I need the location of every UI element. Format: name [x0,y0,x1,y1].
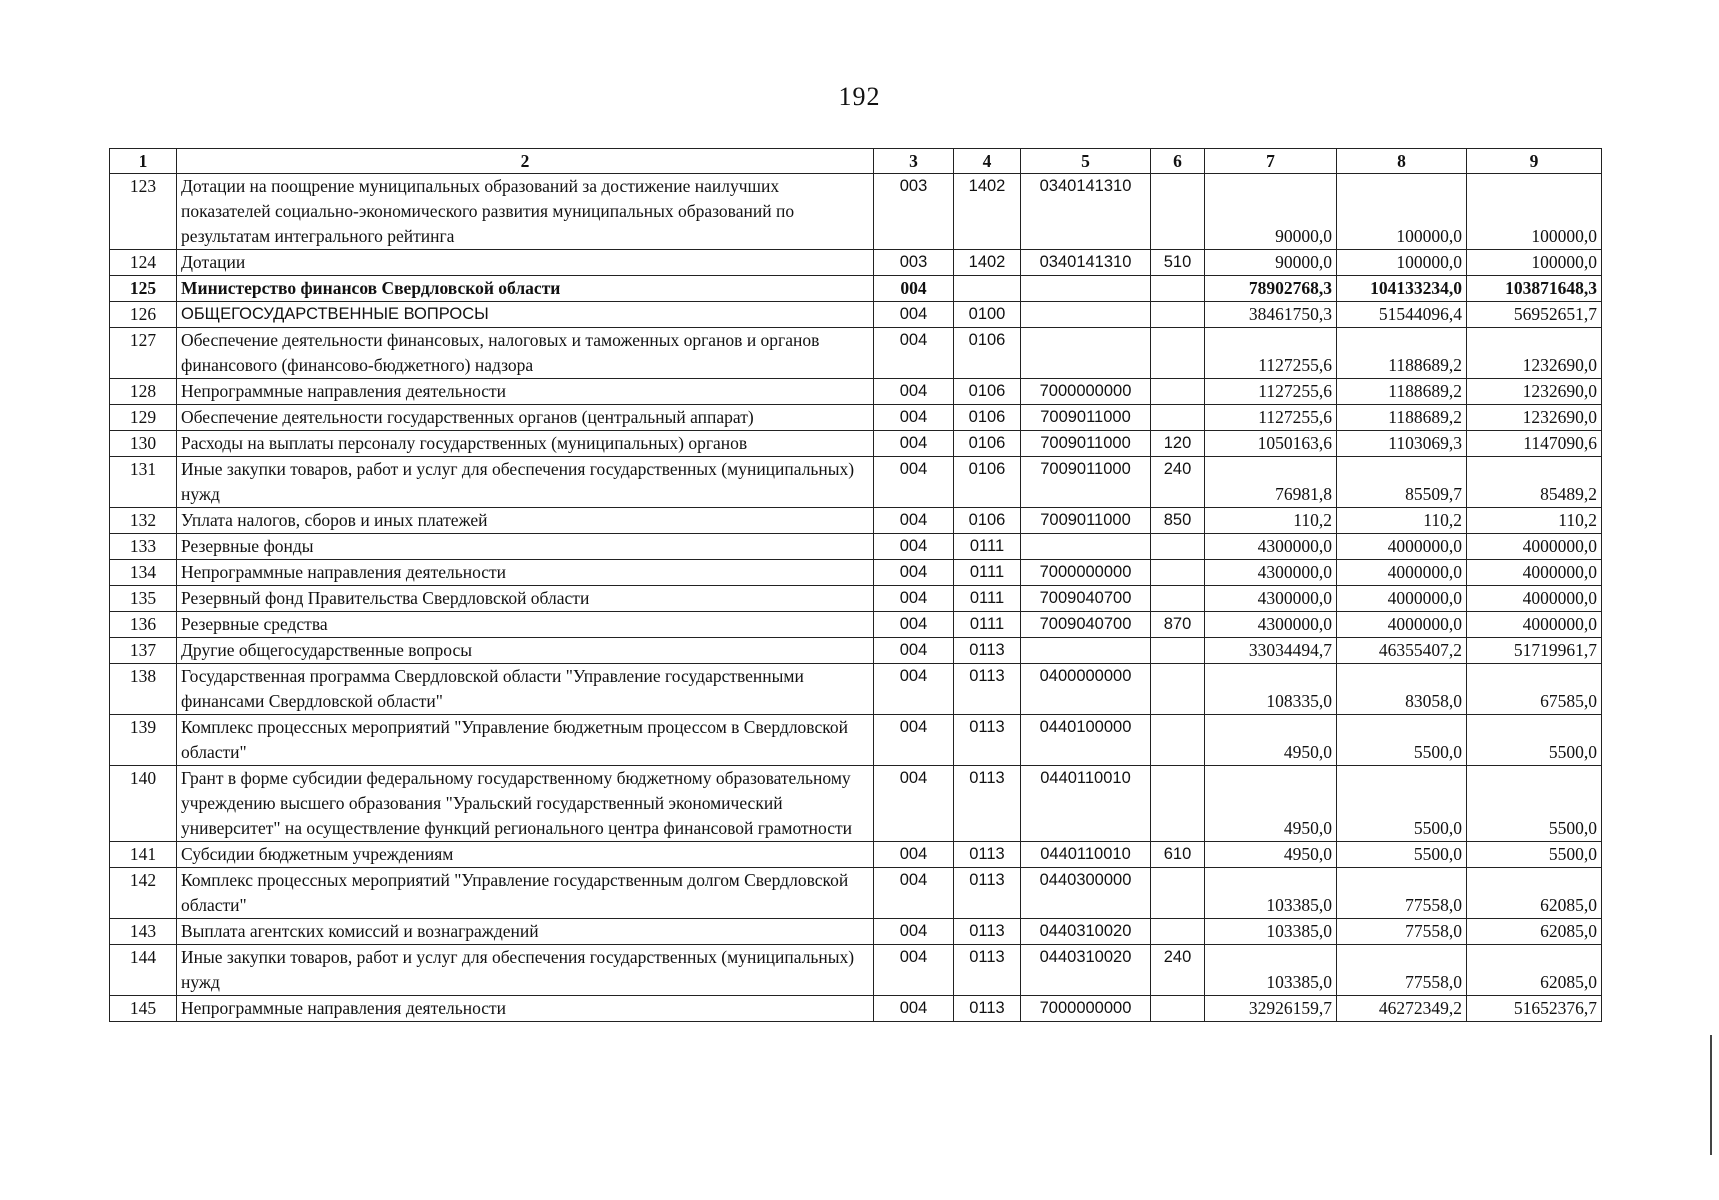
code-ved: 004 [874,379,954,405]
column-header-2: 2 [177,149,874,174]
table-row [110,945,1602,996]
table-row [110,250,1602,276]
code-section: 0113 [954,664,1021,715]
amount-col-8: 100000,0 [1337,174,1467,250]
row-name: Расходы на выплаты персоналу государственных (муниципальных) органов [177,431,874,457]
table-row [110,996,1602,1022]
amount-col-8: 4000000,0 [1337,560,1467,586]
amount-col-7: 103385,0 [1205,945,1337,996]
row-number: 137 [110,638,177,664]
code-ved: 004 [874,919,954,945]
amount-col-9: 51719961,7 [1467,638,1602,664]
table-row [110,457,1602,508]
row-number: 144 [110,945,177,996]
code-ved: 004 [874,586,954,612]
code-section: 0113 [954,715,1021,766]
code-expense-type [1151,328,1205,379]
amount-col-8: 85509,7 [1337,457,1467,508]
table-row [110,766,1602,842]
code-expense-type [1151,766,1205,842]
code-ved: 003 [874,250,954,276]
row-name: Субсидии бюджетным учреждениям [177,842,874,868]
row-number: 134 [110,560,177,586]
code-section: 0111 [954,612,1021,638]
row-name: Комплекс процессных мероприятий "Управление бюджетным процессом в Свердловской области" [177,715,874,766]
amount-col-8: 4000000,0 [1337,612,1467,638]
amount-col-8: 110,2 [1337,508,1467,534]
amount-col-9: 1232690,0 [1467,405,1602,431]
amount-col-7: 4300000,0 [1205,560,1337,586]
code-section: 0111 [954,586,1021,612]
column-header-7: 7 [1205,149,1337,174]
code-section: 0111 [954,534,1021,560]
code-expense-type [1151,534,1205,560]
amount-col-9: 62085,0 [1467,945,1602,996]
column-header-4: 4 [954,149,1021,174]
table-row [110,715,1602,766]
code-expense-type [1151,174,1205,250]
table-row [110,612,1602,638]
code-ved: 004 [874,457,954,508]
row-number: 131 [110,457,177,508]
code-target: 7000000000 [1021,996,1151,1022]
code-ved: 004 [874,276,954,302]
amount-col-7: 1050163,6 [1205,431,1337,457]
code-target: 7000000000 [1021,379,1151,405]
amount-col-7: 90000,0 [1205,250,1337,276]
row-name: Обеспечение деятельности государственных органов (центральный аппарат) [177,405,874,431]
code-ved: 003 [874,174,954,250]
code-target: 0340141310 [1021,174,1151,250]
amount-col-7: 76981,8 [1205,457,1337,508]
amount-col-9: 4000000,0 [1467,586,1602,612]
code-target: 7009011000 [1021,431,1151,457]
row-number: 141 [110,842,177,868]
code-target [1021,328,1151,379]
amount-col-8: 77558,0 [1337,945,1467,996]
code-expense-type [1151,379,1205,405]
code-target: 0440110010 [1021,842,1151,868]
row-number: 140 [110,766,177,842]
code-expense-type: 240 [1151,945,1205,996]
row-number: 138 [110,664,177,715]
code-section: 0113 [954,868,1021,919]
code-ved: 004 [874,868,954,919]
row-name: Выплата агентских комиссий и вознаграждений [177,919,874,945]
amount-col-7: 33034494,7 [1205,638,1337,664]
row-number: 139 [110,715,177,766]
amount-col-7: 103385,0 [1205,919,1337,945]
amount-col-7: 4950,0 [1205,715,1337,766]
table-row [110,379,1602,405]
amount-col-8: 5500,0 [1337,715,1467,766]
code-section: 0106 [954,457,1021,508]
code-section: 0106 [954,379,1021,405]
amount-col-9: 62085,0 [1467,919,1602,945]
row-number: 143 [110,919,177,945]
table-row [110,405,1602,431]
amount-col-7: 1127255,6 [1205,328,1337,379]
code-section [954,276,1021,302]
amount-col-8: 5500,0 [1337,766,1467,842]
amount-col-7: 103385,0 [1205,868,1337,919]
row-number: 126 [110,302,177,328]
row-name: Дотации [177,250,874,276]
amount-col-9: 51652376,7 [1467,996,1602,1022]
amount-col-9: 4000000,0 [1467,612,1602,638]
row-name: Непрограммные направления деятельности [177,560,874,586]
amount-col-9: 5500,0 [1467,766,1602,842]
code-section: 0113 [954,996,1021,1022]
table-row [110,534,1602,560]
code-target: 0440310020 [1021,919,1151,945]
row-name: Иные закупки товаров, работ и услуг для обеспечения государственных (муниципальных) нужд [177,945,874,996]
amount-col-8: 100000,0 [1337,250,1467,276]
row-name: Уплата налогов, сборов и иных платежей [177,508,874,534]
row-number: 136 [110,612,177,638]
row-name: Иные закупки товаров, работ и услуг для обеспечения государственных (муниципальных) нужд [177,457,874,508]
amount-col-9: 62085,0 [1467,868,1602,919]
amount-col-8: 1188689,2 [1337,379,1467,405]
code-ved: 004 [874,302,954,328]
amount-col-9: 103871648,3 [1467,276,1602,302]
amount-col-8: 104133234,0 [1337,276,1467,302]
code-expense-type [1151,664,1205,715]
row-number: 125 [110,276,177,302]
column-header-8: 8 [1337,149,1467,174]
row-name: Обеспечение деятельности финансовых, налоговых и таможенных органов и органов финансового (финансово-бюджетного) надзора [177,328,874,379]
table-row [110,664,1602,715]
header-row [110,149,1602,174]
code-expense-type [1151,586,1205,612]
table-row [110,276,1602,302]
code-target: 0440300000 [1021,868,1151,919]
amount-col-9: 4000000,0 [1467,560,1602,586]
row-name: Грант в форме субсидии федеральному государственному бюджетному образовательному учреждению высшего образования "Уральский государственный экономический университет" на осуществление функций регионального центра финансовой грамотности [177,766,874,842]
code-ved: 004 [874,638,954,664]
code-section: 0113 [954,945,1021,996]
code-ved: 004 [874,560,954,586]
column-header-5: 5 [1021,149,1151,174]
amount-col-8: 5500,0 [1337,842,1467,868]
row-name: Министерство финансов Свердловской области [177,276,874,302]
row-number: 130 [110,431,177,457]
code-target [1021,302,1151,328]
code-expense-type: 240 [1151,457,1205,508]
amount-col-7: 110,2 [1205,508,1337,534]
amount-col-9: 85489,2 [1467,457,1602,508]
amount-col-8: 4000000,0 [1337,534,1467,560]
code-section: 0113 [954,919,1021,945]
code-target: 7009040700 [1021,612,1151,638]
code-expense-type [1151,715,1205,766]
code-ved: 004 [874,842,954,868]
code-expense-type [1151,560,1205,586]
code-section: 0113 [954,842,1021,868]
table-row [110,302,1602,328]
code-ved: 004 [874,664,954,715]
code-expense-type [1151,276,1205,302]
row-number: 145 [110,996,177,1022]
row-name: Другие общегосударственные вопросы [177,638,874,664]
code-ved: 004 [874,508,954,534]
amount-col-9: 56952651,7 [1467,302,1602,328]
row-number: 124 [110,250,177,276]
amount-col-8: 46355407,2 [1337,638,1467,664]
amount-col-7: 4950,0 [1205,842,1337,868]
row-name: Непрограммные направления деятельности [177,996,874,1022]
amount-col-8: 1103069,3 [1337,431,1467,457]
code-ved: 004 [874,328,954,379]
row-name: Комплекс процессных мероприятий "Управление государственным долгом Свердловской области" [177,868,874,919]
code-ved: 004 [874,996,954,1022]
code-section: 0100 [954,302,1021,328]
code-expense-type [1151,868,1205,919]
code-expense-type [1151,638,1205,664]
amount-col-8: 83058,0 [1337,664,1467,715]
page-number: 192 [838,82,881,111]
row-name: Резервные фонды [177,534,874,560]
row-name: ОБЩЕГОСУДАРСТВЕННЫЕ ВОПРОСЫ [177,302,874,328]
amount-col-7: 1127255,6 [1205,405,1337,431]
table-row [110,328,1602,379]
code-section: 0113 [954,766,1021,842]
code-target: 0340141310 [1021,250,1151,276]
amount-col-9: 1232690,0 [1467,328,1602,379]
scan-margin-line [1710,1035,1712,1155]
amount-col-9: 100000,0 [1467,174,1602,250]
code-section: 1402 [954,174,1021,250]
amount-col-7: 78902768,3 [1205,276,1337,302]
code-target: 7000000000 [1021,560,1151,586]
code-target: 0440310020 [1021,945,1151,996]
code-expense-type: 850 [1151,508,1205,534]
code-target [1021,638,1151,664]
code-ved: 004 [874,405,954,431]
code-section: 0106 [954,328,1021,379]
amount-col-9: 67585,0 [1467,664,1602,715]
row-name: Дотации на поощрение муниципальных образований за достижение наилучших показателей социально-экономического развития муниципальных образований по результатам интегрального рейтинга [177,174,874,250]
code-section: 1402 [954,250,1021,276]
code-target [1021,276,1151,302]
amount-col-7: 4950,0 [1205,766,1337,842]
row-number: 135 [110,586,177,612]
amount-col-9: 5500,0 [1467,715,1602,766]
table-body [110,174,1602,1022]
table-row [110,586,1602,612]
code-expense-type: 610 [1151,842,1205,868]
code-target: 0400000000 [1021,664,1151,715]
code-expense-type: 120 [1151,431,1205,457]
code-target: 0440100000 [1021,715,1151,766]
code-target: 7009011000 [1021,405,1151,431]
code-section: 0106 [954,508,1021,534]
amount-col-7: 38461750,3 [1205,302,1337,328]
budget-table [109,148,1602,1022]
amount-col-7: 4300000,0 [1205,586,1337,612]
row-name: Непрограммные направления деятельности [177,379,874,405]
code-ved: 004 [874,612,954,638]
amount-col-7: 4300000,0 [1205,534,1337,560]
code-ved: 004 [874,534,954,560]
code-expense-type: 870 [1151,612,1205,638]
amount-col-8: 77558,0 [1337,919,1467,945]
row-name: Государственная программа Свердловской области "Управление государственными финансами Свердловской области" [177,664,874,715]
row-number: 128 [110,379,177,405]
row-number: 142 [110,868,177,919]
row-name: Резервный фонд Правительства Свердловской области [177,586,874,612]
code-section: 0106 [954,431,1021,457]
amount-col-9: 4000000,0 [1467,534,1602,560]
column-header-1: 1 [110,149,177,174]
amount-col-7: 108335,0 [1205,664,1337,715]
code-target [1021,534,1151,560]
amount-col-8: 1188689,2 [1337,405,1467,431]
amount-col-9: 1232690,0 [1467,379,1602,405]
table-row [110,560,1602,586]
code-target: 7009011000 [1021,457,1151,508]
code-section: 0111 [954,560,1021,586]
amount-col-8: 1188689,2 [1337,328,1467,379]
table-row [110,919,1602,945]
code-expense-type [1151,405,1205,431]
table-row [110,868,1602,919]
code-ved: 004 [874,766,954,842]
code-target: 7009040700 [1021,586,1151,612]
code-expense-type: 510 [1151,250,1205,276]
amount-col-9: 110,2 [1467,508,1602,534]
amount-col-7: 1127255,6 [1205,379,1337,405]
code-target: 7009011000 [1021,508,1151,534]
amount-col-9: 1147090,6 [1467,431,1602,457]
column-header-6: 6 [1151,149,1205,174]
code-section: 0106 [954,405,1021,431]
amount-col-9: 100000,0 [1467,250,1602,276]
table-row [110,638,1602,664]
table-row [110,842,1602,868]
amount-col-8: 4000000,0 [1337,586,1467,612]
code-section: 0113 [954,638,1021,664]
code-expense-type [1151,302,1205,328]
code-expense-type [1151,996,1205,1022]
amount-col-7: 32926159,7 [1205,996,1337,1022]
row-number: 129 [110,405,177,431]
row-number: 127 [110,328,177,379]
table-row [110,508,1602,534]
row-number: 133 [110,534,177,560]
table-row [110,431,1602,457]
amount-col-8: 51544096,4 [1337,302,1467,328]
amount-col-8: 46272349,2 [1337,996,1467,1022]
row-number: 132 [110,508,177,534]
code-ved: 004 [874,945,954,996]
column-header-3: 3 [874,149,954,174]
row-number: 123 [110,174,177,250]
amount-col-9: 5500,0 [1467,842,1602,868]
code-expense-type [1151,919,1205,945]
amount-col-8: 77558,0 [1337,868,1467,919]
code-ved: 004 [874,715,954,766]
amount-col-7: 90000,0 [1205,174,1337,250]
table-header [110,149,1602,174]
row-name: Резервные средства [177,612,874,638]
column-header-9: 9 [1467,149,1602,174]
amount-col-7: 4300000,0 [1205,612,1337,638]
table-row [110,174,1602,250]
code-target: 0440110010 [1021,766,1151,842]
code-ved: 004 [874,431,954,457]
